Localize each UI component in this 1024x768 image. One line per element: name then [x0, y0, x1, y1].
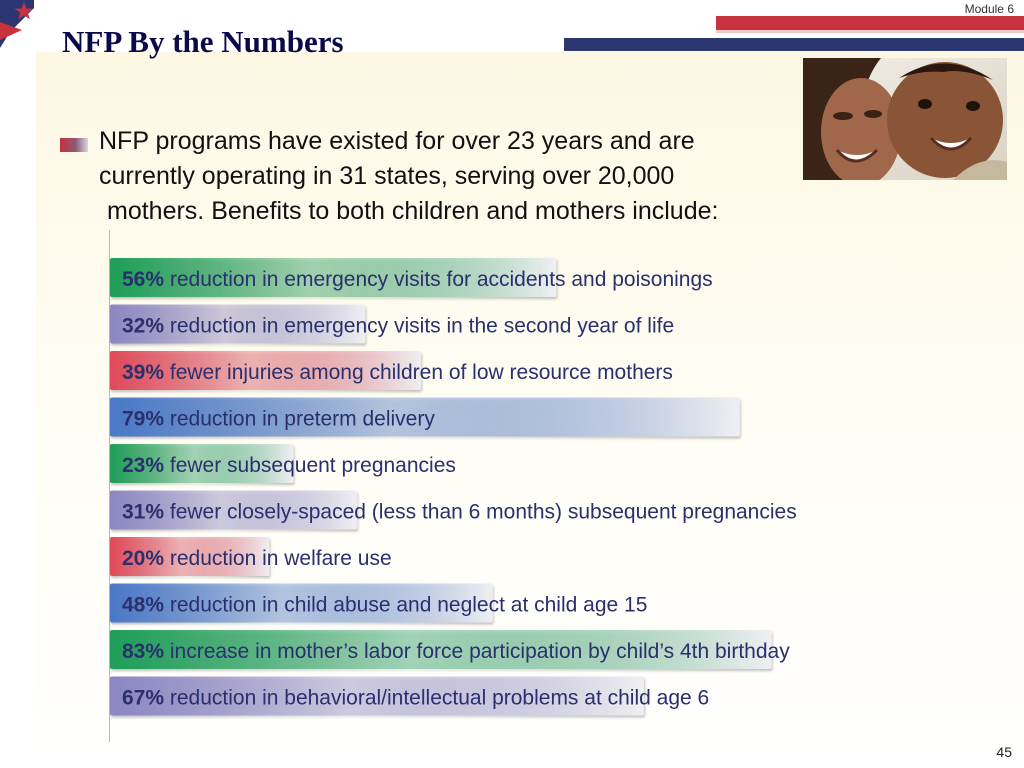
bar-label-3 — [122, 361, 673, 384]
bar-value-label: 31% — [122, 500, 165, 524]
bar-label-2 — [122, 315, 674, 338]
bar-label-8 — [122, 594, 647, 617]
bar-category-label: increase in mother’s labor force participation by child’s 4th birthday — [164, 640, 790, 663]
bar-category-label: reduction in behavioral/intellectual problems at child age 6 — [164, 686, 710, 710]
intro-line-3: mothers. Benefits to both children and mothers include: — [107, 197, 719, 225]
bar-value-label: 32% — [122, 314, 165, 338]
bar-value-label: 83% — [122, 640, 165, 663]
bar-value-label: 67% — [122, 686, 165, 710]
bar-label-10 — [122, 687, 709, 710]
bar-category-label: reduction in emergency visits for accidents and poisonings — [164, 268, 713, 291]
bar-category-label: fewer subsequent pregnancies — [164, 454, 456, 477]
bar-category-label: fewer closely-spaced (less than 6 months) subsequent pregnancies — [164, 500, 797, 524]
bar-category-label: reduction in welfare use — [164, 547, 392, 570]
bar-label-6 — [122, 501, 797, 524]
bar-category-label: reduction in child abuse and neglect at child age 15 — [164, 593, 648, 617]
bar-label-9 — [122, 640, 790, 663]
bar-value-label: 56% — [122, 268, 165, 291]
module-label: Module 6 — [964, 2, 1014, 16]
bar-value-label: 79% — [122, 407, 165, 431]
bar-category-label: fewer injuries among children of low resource mothers — [164, 361, 673, 384]
bar-value-label: 23% — [122, 454, 165, 477]
bar-label-4 — [122, 408, 435, 431]
bar-value-label: 39% — [122, 361, 165, 384]
intro-line-1: NFP programs have existed for over 23 years and are — [99, 127, 695, 155]
intro-line-2: currently operating in 31 states, serving over 20,000 — [99, 162, 675, 190]
bar-label-5 — [122, 454, 456, 477]
page-number: 45 — [996, 744, 1012, 760]
bar-category-label: reduction in emergency visits in the second year of life — [164, 314, 675, 338]
bar-value-label: 48% — [122, 593, 165, 617]
slide-title: NFP By the Numbers — [62, 24, 344, 59]
bar-label-7 — [122, 547, 392, 570]
bar-value-label: 20% — [122, 547, 165, 570]
bar-category-label: reduction in preterm delivery — [164, 407, 435, 431]
bar-label-1 — [122, 268, 713, 291]
